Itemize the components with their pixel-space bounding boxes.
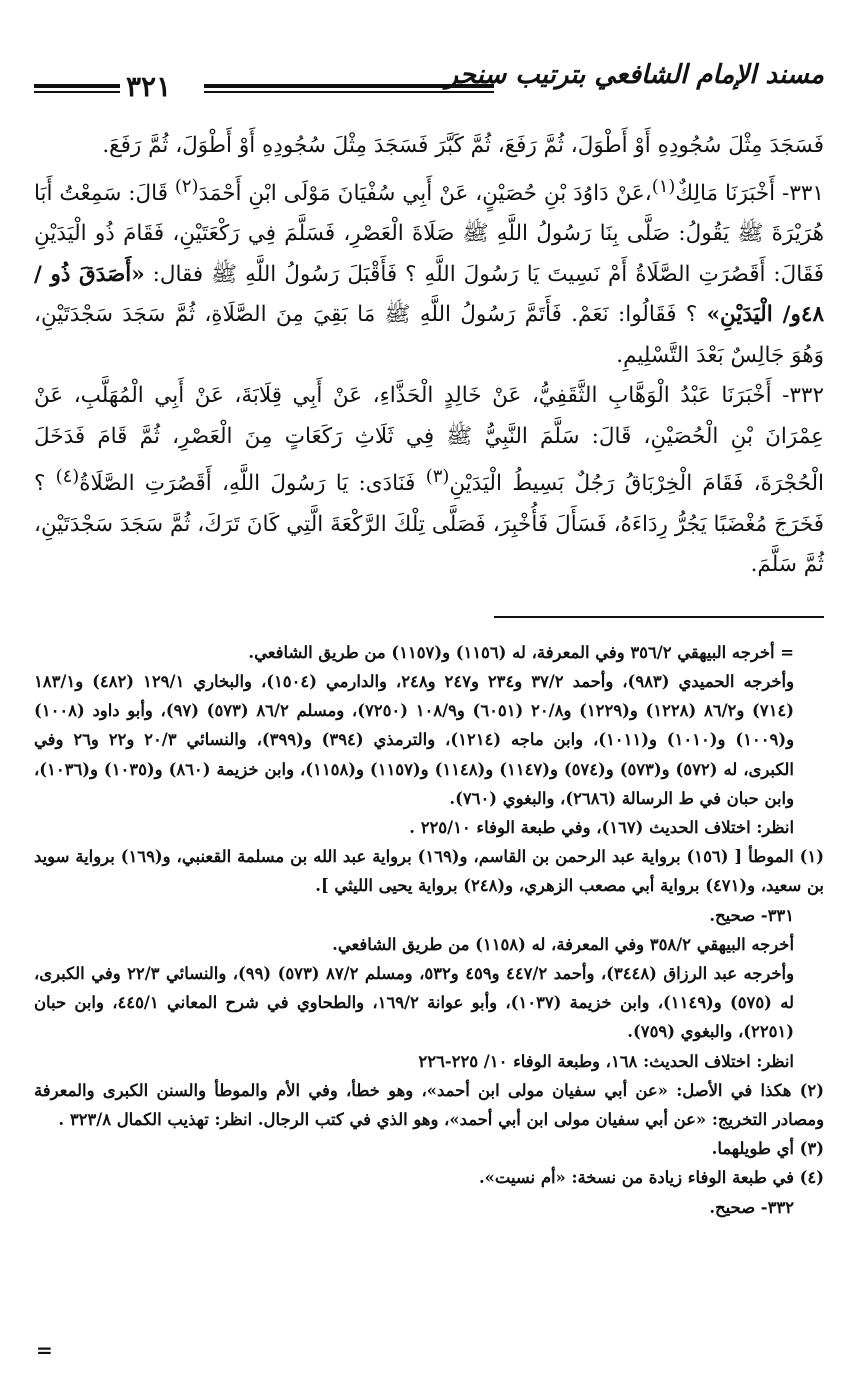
- footnote-4: (٤) في طبعة الوفاء زيادة من نسخة: «أم نسيت».: [478, 1168, 824, 1188]
- footnote-3: (٣) أي طويلهما.: [711, 1139, 824, 1159]
- footnote-line: وأخرجه عبد الرزاق (٣٤٤٨)، وأحمد ٤٤٧/٢ و٤٥٩ و٥٣٢، ومسلم ٨٧/٢ (٥٧٣) (٩٩)، والنسائي ٢٢/٣ وفي الكبرى، له (٥٧٥) و(١١٤٩)، وابن خزيمة (١٠٣٧)، وأبو عوانة ١٦٩/٢، والطحاوي في شرح المعاني ٤٤٥/١، وابن حبان (٢٢٥١)، والبغوي (٧٥٩).: [34, 964, 795, 1042]
- paragraph-continuation: [34, 126, 824, 167]
- hadith-331: [34, 167, 824, 377]
- footnote-heading: ٣٣٢- صحيح.: [709, 1197, 794, 1217]
- header-rule: [204, 84, 494, 93]
- footnote-line: أخرجه البيهقي ٣٥٨/٢ وفي المعرفة، له (١١٥٨) من طريق الشافعي.: [332, 934, 794, 954]
- running-header: [34, 60, 824, 112]
- footnote-ref: (٢): [174, 175, 199, 197]
- footnote-ref: (١): [651, 175, 676, 197]
- hadith-text: ،عَنْ دَاوُدَ بْنِ حُصَيْنٍ، عَنْ أَبِي سُفْيَانَ مَوْلَى ابْنِ أَحْمَدَ: [198, 180, 652, 206]
- header-rule-left: [34, 84, 120, 93]
- hadith-text: ؟ فَقَالُوا: نَعَمْ. فَأَتَمَّ رَسُولُ اللَّهِ ﷺ مَا بَقِيَ مِنَ الصَّلَاةِ، ثُمَّ سَجَدَ سَجْدَتَيْنِ، وَهُوَ جَالِسٌ بَعْدَ التَّسْلِيمِ.: [34, 302, 824, 368]
- hadith-332: [34, 376, 824, 586]
- footnote-line: وأخرجه الحميدي (٩٨٣)، وأحمد ٣٧/٢ و٢٣٤ و٢٤٧ و٢٤٨، والدارمي (١٥٠٤)، والبخاري ١٢٩/١ (٤٨٢) و١٨٣/١ (٧١٤) و٨٦/٢ (١٢٢٨) و(١٢٢٩) و٢٠/٨ (٦٠٥١) و١٠٨/٩ (٧٢٥٠)، ومسلم ٨٦/٢ (٥٧٣) (٩٧)، وأبو داود (١٠٠٨) و(١٠٠٩) و(١٠١٠) و(١٠١١)، وابن ماجه (١٢١٤)، والترمذي (٣٩٤) و(٣٩٩)، والنسائي ٢٠/٣ و٢٢ و٢٦ وفي الكبرى، له (٥٧٢) و(٥٧٣) و(٥٧٤) و(١١٤٧) و(١١٤٨) و(١١٥٧) و(١١٥٨)، وابن خزيمة (٨٦٠) و(١٠٣٥) و(١٠٣٦)، وابن حبان في ط الرسالة (٢٦٨٦)، والبغوي (٧٦٠).: [34, 672, 795, 808]
- footnote-ref: (٣): [425, 466, 450, 488]
- hadith-text: ٣٣١- أَخْبَرَنَا مَالِكٌ: [675, 180, 824, 206]
- hadith-text: ٣٣٢- أَخْبَرَنَا عَبْدُ الْوَهَّابِ الثَّقَفِيُّ، عَنْ خَالِدٍ الْحَذَّاءِ، عَنْ أَبِي قِلَابَةَ، عَنْ أَبِي الْمُهَلَّبِ، عَنْ عِمْرَانَ بْنِ الْحُصَيْنِ، قَالَ: سَلَّمَ النَّبِيُّ ﷺ فِي ثَلَاثِ رَكَعَاتٍ مِنَ الْعَصْرِ، ثُمَّ قَامَ فَدَخَلَ الْحُجْرَةَ، فَقَامَ الْخِرْبَاقُ رَجُلٌ بَسِيطُ الْيَدَيْنِ: [34, 383, 824, 497]
- continuation-mark: =: [36, 1338, 53, 1362]
- main-text: [34, 126, 824, 586]
- footnote-heading: ٣٣١- صحيح.: [709, 905, 794, 925]
- hadith-text: ؟ فَخَرَجَ مُغْضَبًا يَجُرُّ رِدَاءَهُ، فَسَأَلَ فَأُخْبِرَ، فَصَلَّى تِلْكَ الرَّكْعَةَ الَّتِي كَانَ تَرَكَ، ثُمَّ سَجَدَ سَجْدَتَيْنِ، ثُمَّ سَلَّمَ.: [34, 471, 824, 578]
- paragraph-text: فَسَجَدَ مِثْلَ سُجُودِهِ أَوْ أَطْوَلَ، ثُمَّ رَفَعَ، ثُمَّ كَبَّرَ فَسَجَدَ مِثْلَ سُجُودِهِ أَوْ أَطْوَلَ، ثُمَّ رَفَعَ.: [102, 133, 824, 158]
- hadith-quote: «أَصَدَقَ ذُو /٤٨و/ الْيَدَيْنِ»: [34, 261, 824, 328]
- footnote-line: انظر: اختلاف الحديث: ١٦٨، وطبعة الوفاء ١٠/ ٢٢٥-٢٢٦: [418, 1051, 794, 1071]
- footnote-separator: [494, 616, 824, 618]
- book-page: [34, 60, 824, 1222]
- hadith-text: فَنَادَى: يَا رَسُولَ اللَّهِ، أَقَصُرَتِ الصَّلَاةُ: [79, 471, 426, 497]
- page-number: ٣٢١: [126, 70, 172, 103]
- footnote-line: انظر: اختلاف الحديث (١٦٧)، وفي طبعة الوفاء ٢٢٥/١٠ .: [409, 818, 794, 838]
- footnote-ref: (٤): [55, 466, 80, 488]
- book-title: مسند الإمام الشافعي بترتيب سنجر: [445, 60, 824, 90]
- footnote-line: = أخرجه البيهقي ٣٥٦/٢ وفي المعرفة، له (١١٥٦) و(١١٥٧) من طريق الشافعي.: [248, 642, 794, 662]
- footnote-1: (١) الموطأ [ (١٥٦) برواية عبد الرحمن بن القاسم، و(١٦٩) برواية عبد الله بن مسلمة القعنبي، و(١٦٩) برواية سويد بن سعيد، و(٤٧١) برواية أبي مصعب الزهري، و(٢٤٨) برواية يحيى الليثي ].: [34, 847, 824, 896]
- footnotes: [34, 638, 824, 1222]
- footnote-2: (٢) هكذا في الأصل: «عن أبي سفيان مولى ابن أحمد»، وهو خطأ، وفي الأم والموطأ والسنن الكبرى والمعرفة ومصادر التخريج: «عن أبي سفيان مولى ابن أبي أحمد»، وهو الذي في كتب الرجال. انظر: تهذيب الكمال ٣٢٣/٨ .: [34, 1080, 824, 1130]
- hadith-text: قَالَ: سَمِعْتُ أَبَا هُرَيْرَةَ ﷺ يَقُولُ: صَلَّى بِنَا رَسُولُ اللَّهِ ﷺ صَلَاةَ الْعَصْرِ، فَسَلَّمَ فِي رَكْعَتَيْنِ، فَقَامَ ذُو الْيَدَيْنِ فَقَالَ: أَقَصُرَتِ الصَّلَاةُ أَمْ نَسِيتَ يَا رَسُولَ اللَّهِ ؟ فَأَقْبَلَ رَسُولُ اللَّهِ ﷺ فقال:: [34, 180, 824, 287]
